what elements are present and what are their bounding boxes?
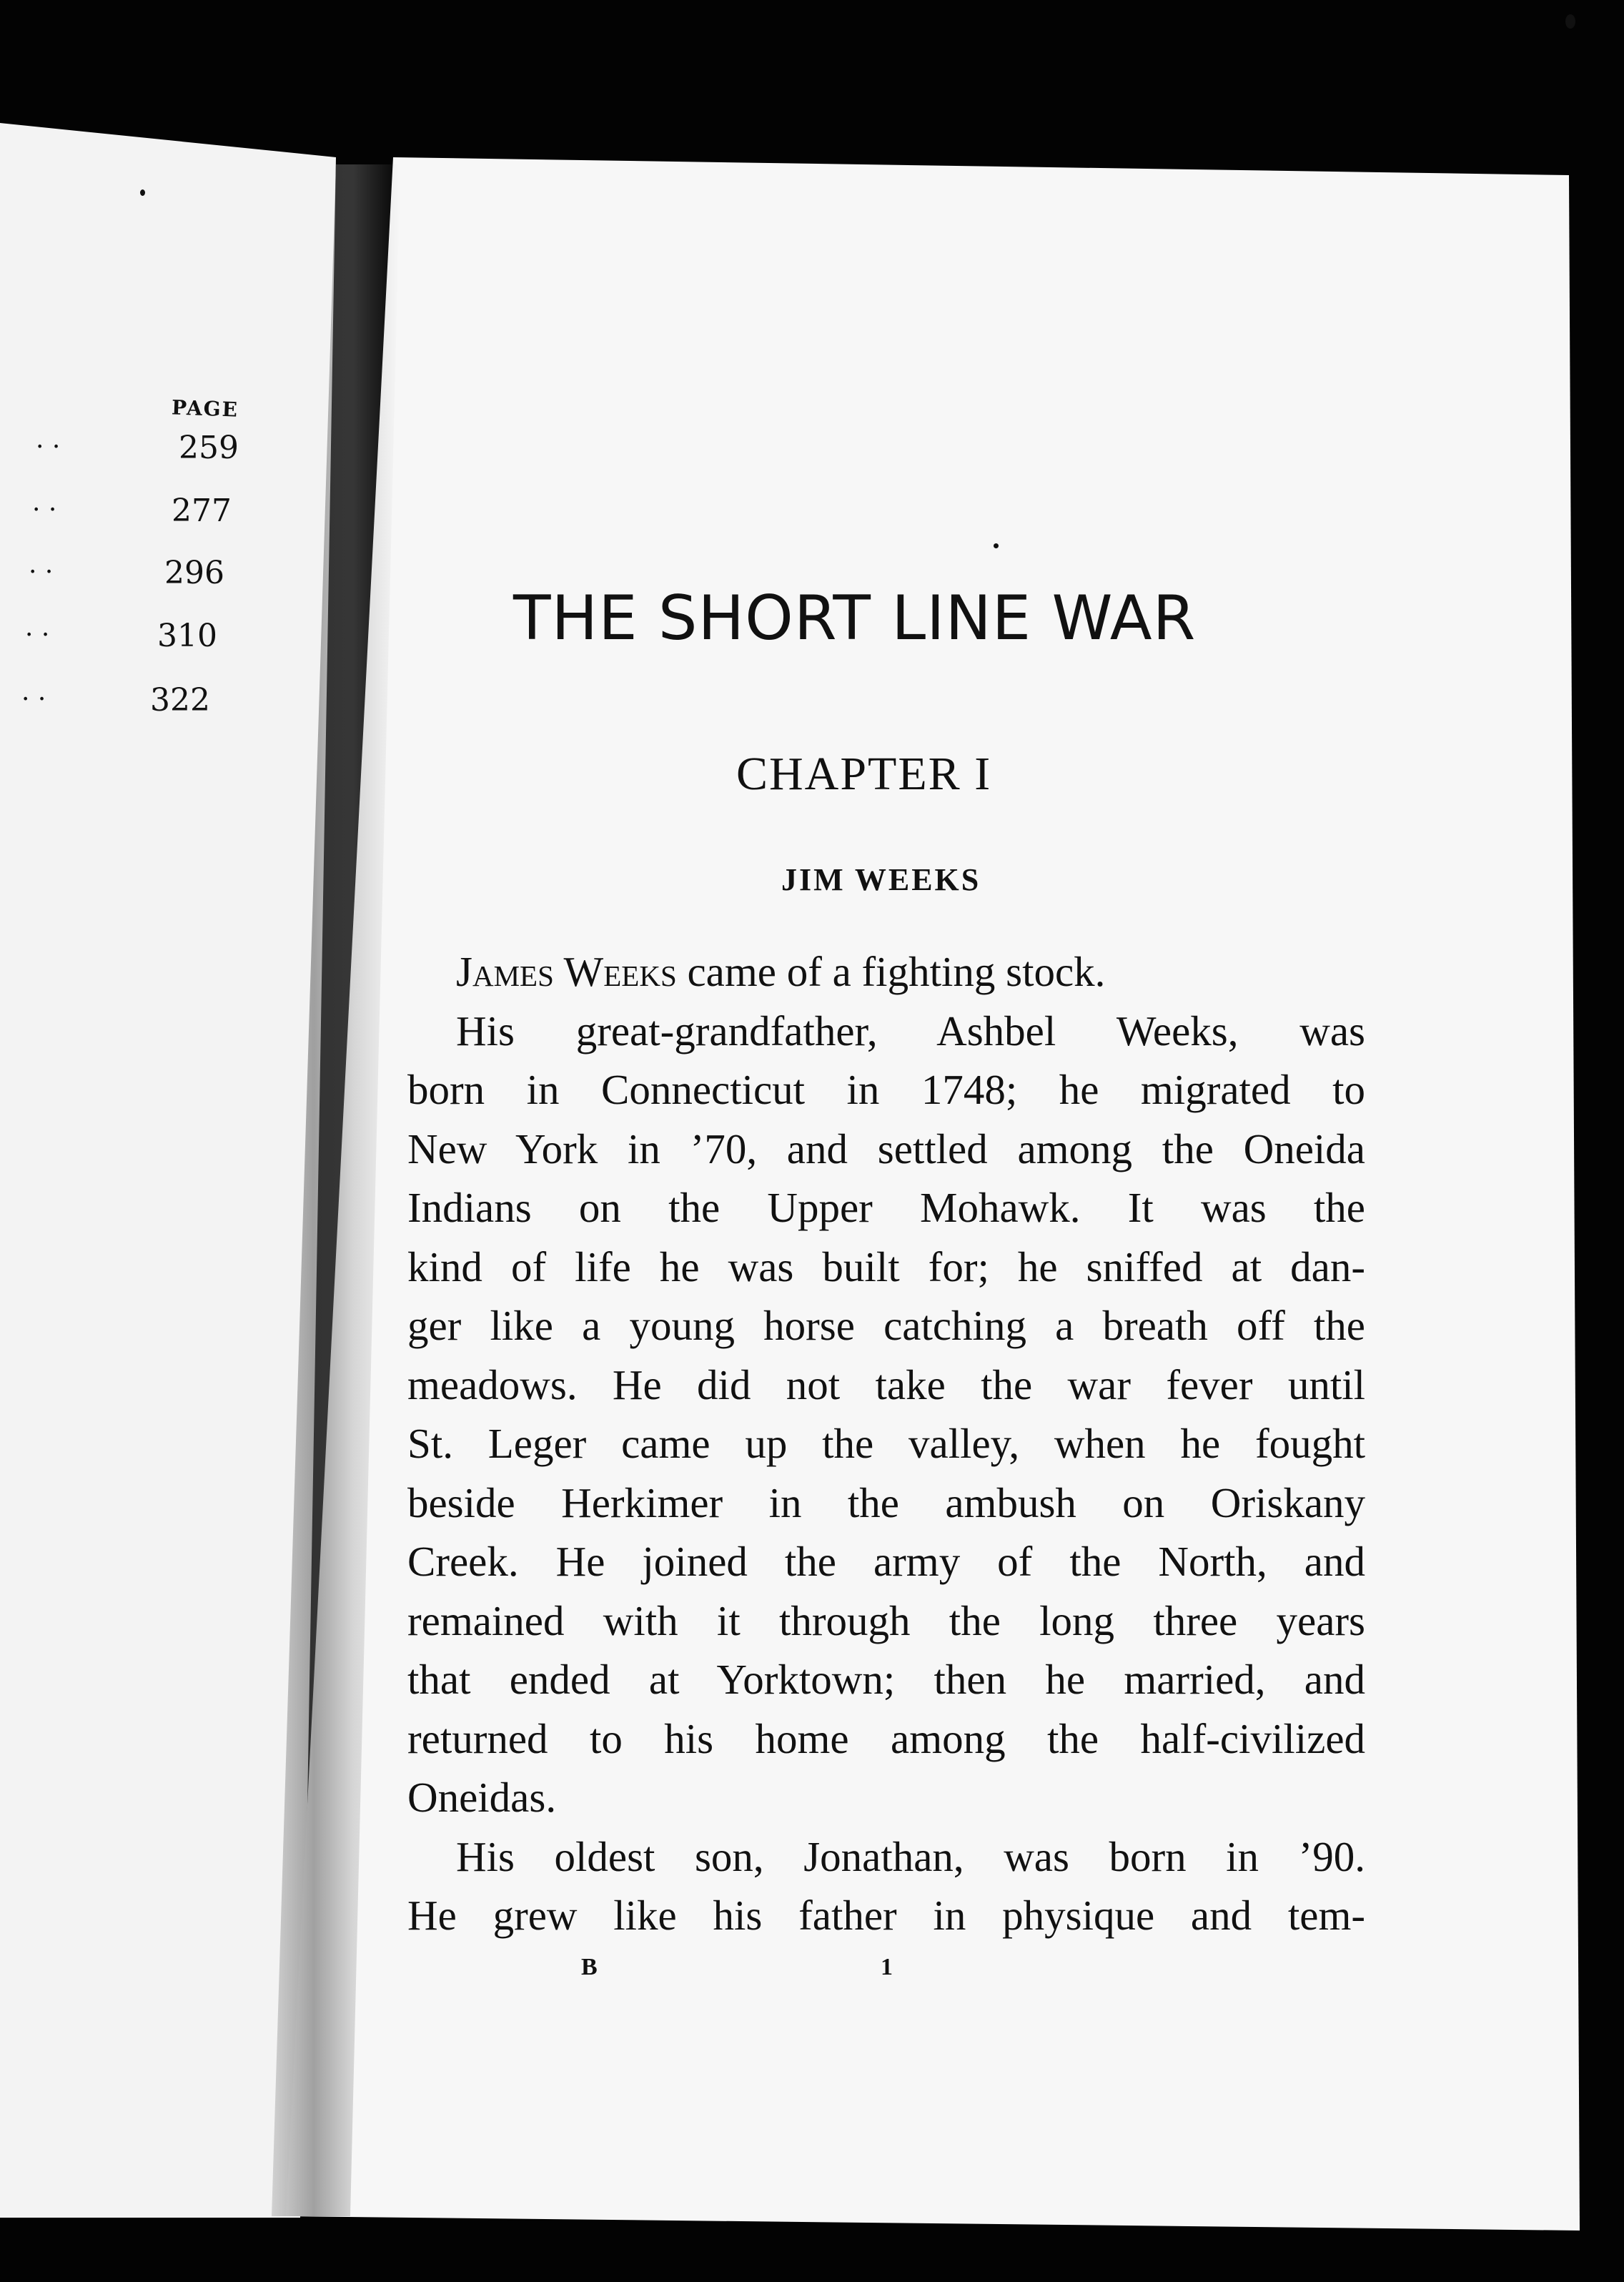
scan-speck [994, 543, 999, 548]
opening-text: came of a fighting stock. [676, 948, 1106, 995]
page-number: 1 [881, 1954, 893, 1980]
toc-page-number: 310 [157, 618, 217, 654]
text-line: ger like a young horse catching a breath off the [407, 1302, 1365, 1349]
chapter-title: JIM WEEKS [781, 862, 981, 897]
toc-page-number: 277 [172, 493, 232, 529]
text-line: Creek. He joined the army of the North, and [407, 1538, 1365, 1585]
toc-entry [25, 618, 254, 663]
chapter-body [407, 942, 1365, 1945]
text-line: returned to his home among the half-civilized [407, 1714, 1365, 1762]
text-line: Indians on the Upper Mohawk. It was the [407, 1184, 1365, 1231]
toc-leader-dots: · · [32, 495, 57, 525]
toc-leader-dots: · · [21, 685, 46, 714]
toc-entry [21, 682, 250, 728]
toc-page-number: 259 [179, 430, 239, 466]
toc-page-number: 322 [150, 682, 210, 718]
text-line: beside Herkimer in the ambush on Oriskany [407, 1478, 1365, 1526]
text-line [407, 942, 1365, 1002]
text-line: His great-grandfather, Ashbel Weeks, was [456, 1007, 1365, 1054]
toc-page-number: 296 [164, 555, 224, 591]
opening-small-caps: James Weeks [456, 948, 677, 995]
toc-page-header: PAGE [171, 395, 239, 422]
signature-mark: B [581, 1954, 598, 1980]
toc-entry [32, 495, 261, 538]
chapter-heading: CHAPTER I [736, 748, 992, 800]
text-line: He grew like his father in physique and tem- [407, 1892, 1365, 1939]
text-line: His oldest son, Jonathan, was born in ’90. [456, 1832, 1365, 1880]
text-line: remained with it through the long three years [407, 1596, 1365, 1644]
text-line: meadows. He did not take the war fever until [407, 1360, 1365, 1408]
book-title: THE SHORT LINE WAR [513, 583, 1197, 654]
toc-leader-dots: · · [36, 433, 61, 462]
scan-speck [1565, 14, 1575, 29]
text-line: that ended at Yorktown; then he married, and [407, 1656, 1365, 1703]
toc-entry [29, 555, 257, 601]
toc-entry [36, 430, 264, 475]
text-line: St. Leger came up the valley, when he fought [407, 1420, 1365, 1467]
text-line: kind of life he was built for; he sniffed at dan- [407, 1243, 1365, 1290]
scan-speck [140, 189, 145, 196]
toc-leader-dots: · · [29, 558, 54, 587]
text-line: New York in ’70, and settled among the Oneida [407, 1125, 1365, 1172]
toc-leader-dots: · · [25, 621, 50, 650]
text-line: Oneidas. [407, 1774, 557, 1821]
text-line: born in Connecticut in 1748; he migrated to [407, 1066, 1365, 1113]
